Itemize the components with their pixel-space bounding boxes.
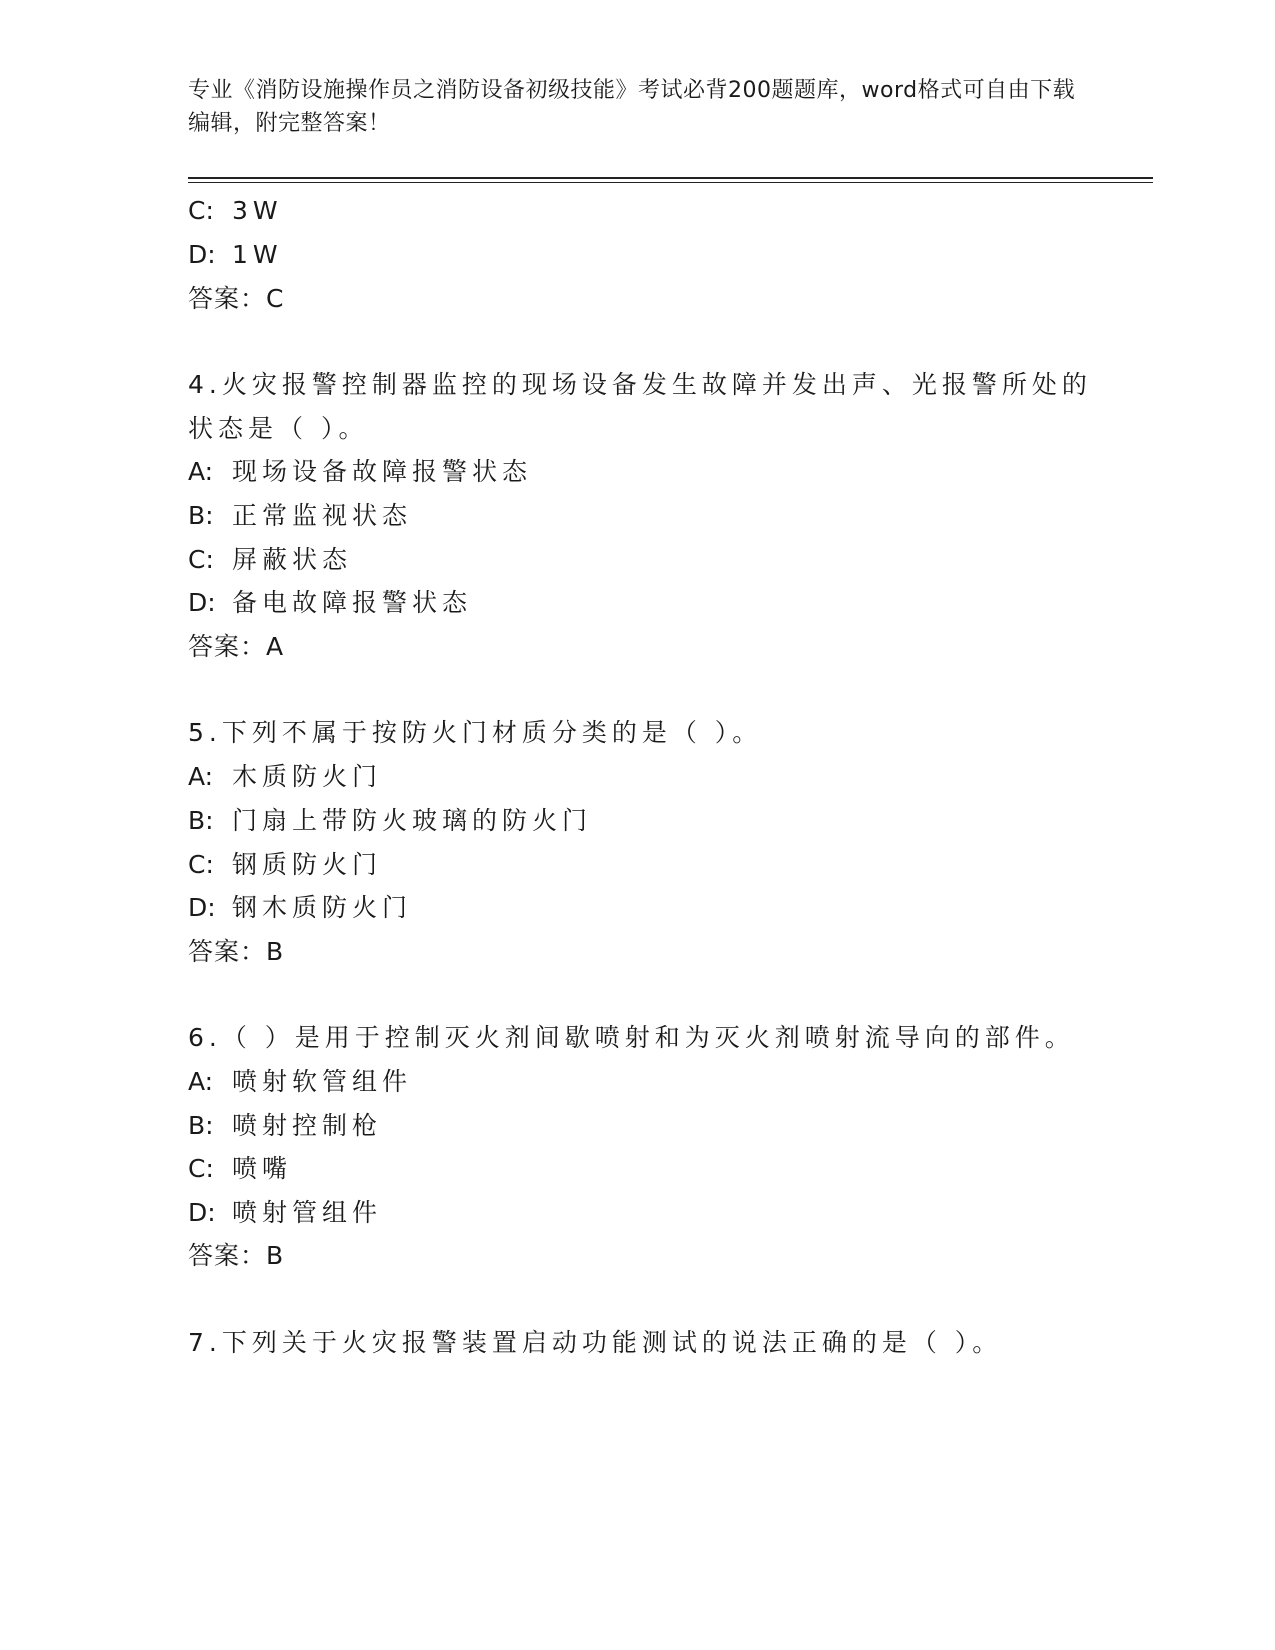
q3-option-d: D: 1W — [188, 240, 283, 269]
q6-answer: 答案：B — [188, 1241, 285, 1270]
q5-option-c: C: 钢质防火门 — [188, 850, 383, 879]
q4-option-d: D: 备电故障报警状态 — [188, 588, 473, 617]
q6-option-c: C: 喷嘴 — [188, 1154, 293, 1183]
q4-option-a: A: 现场设备故障报警状态 — [188, 457, 533, 486]
q3-answer: 答案：C — [188, 284, 285, 313]
q3-option-c: C: 3W — [188, 196, 283, 225]
q4-answer: 答案：A — [188, 632, 285, 661]
q5-option-a: A: 木质防火门 — [188, 762, 383, 791]
q7-stem: 7.下列关于火灾报警装置启动功能测试的说法正确的是（ ）。 — [188, 1328, 1003, 1357]
q5-answer: 答案：B — [188, 937, 285, 966]
header-rule-thin — [188, 182, 1153, 183]
q4-stem-line-1: 4.火灾报警控制器监控的现场设备发生故障并发出声、光报警所处的 — [188, 370, 1092, 399]
q4-option-c: C: 屏蔽状态 — [188, 545, 353, 574]
q4-option-b: B: 正常监视状态 — [188, 501, 413, 530]
q6-stem: 6.（ ）是用于控制灭火剂间歇喷射和为灭火剂喷射流导向的部件。 — [188, 1023, 1075, 1052]
q5-stem: 5.下列不属于按防火门材质分类的是（ ）。 — [188, 718, 763, 747]
q5-option-b: B: 门扇上带防火玻璃的防火门 — [188, 806, 593, 835]
q4-stem-line-2: 状态是（ ）。 — [188, 414, 369, 443]
page-header: 专业《消防设施操作员之消防设备初级技能》考试必背200题题库，word格式可自由下载编辑，附完整答案！ — [188, 78, 1076, 136]
q6-option-a: A: 喷射软管组件 — [188, 1067, 413, 1096]
header-rule-thick — [188, 177, 1153, 179]
q6-option-d: D: 喷射管组件 — [188, 1198, 383, 1227]
q6-option-b: B: 喷射控制枪 — [188, 1111, 383, 1140]
q5-option-d: D: 钢木质防火门 — [188, 893, 413, 922]
